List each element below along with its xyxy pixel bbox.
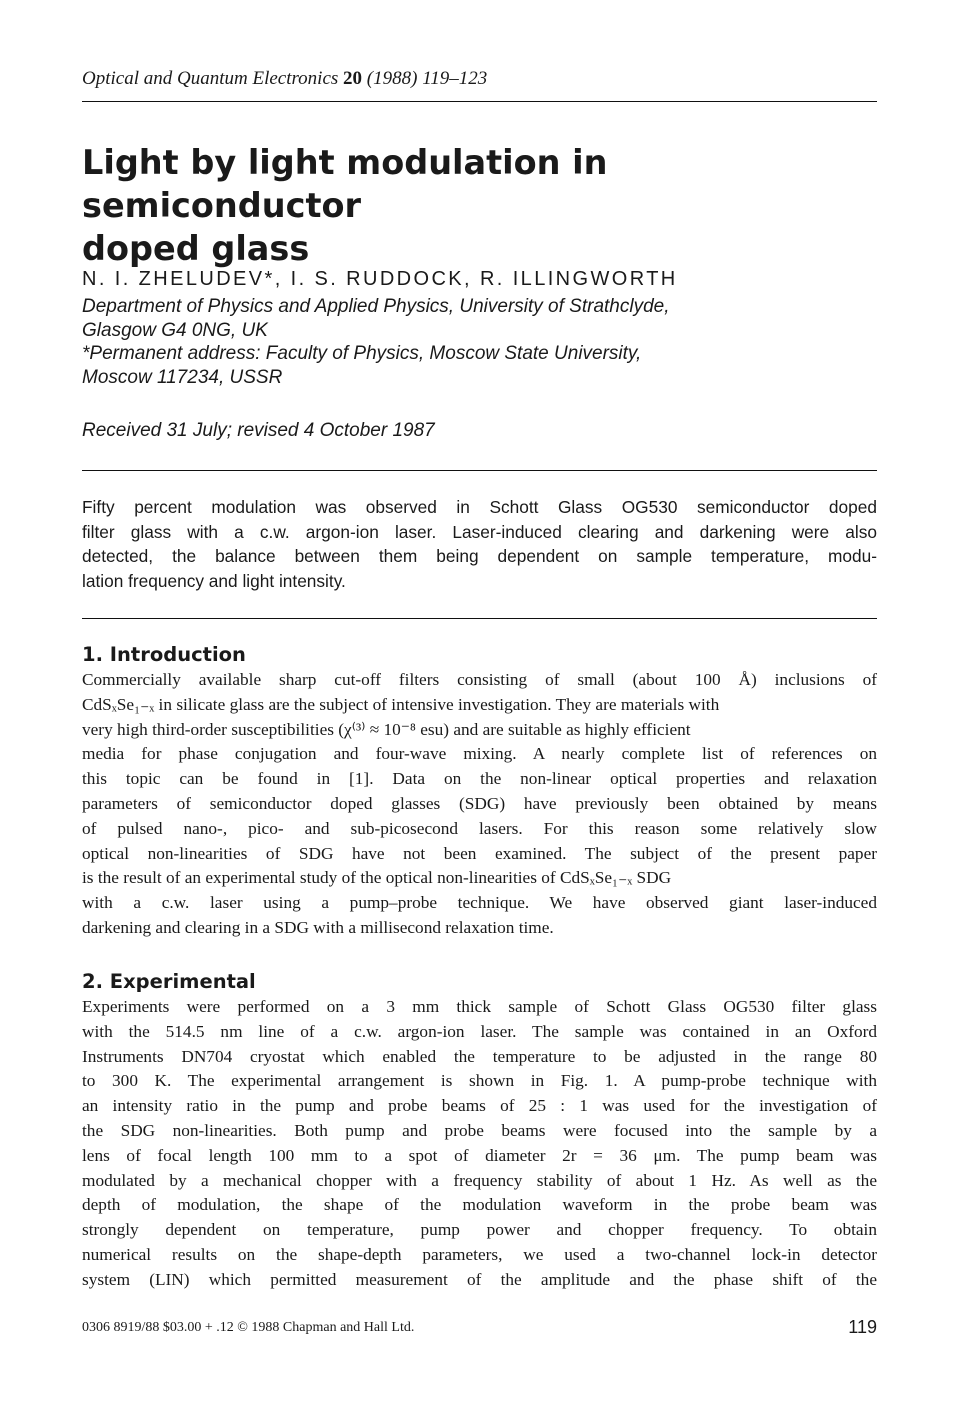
affiliation-line: *Permanent address: Faculty of Physics, Moscow State University, xyxy=(82,343,642,364)
affiliation-line: Glasgow G4 0NG, UK xyxy=(82,319,268,341)
body-line: numerical results on the shape-depth parameters, we used a two-channel lock-in detector xyxy=(82,1244,877,1264)
body-line: depth of modulation, the shape of the modulation waveform in the probe beam was xyxy=(82,1195,877,1215)
body-line: CdSₓSe₁₋ₓ in silicate glass are the subject of intensive investigation. They are materials with xyxy=(82,694,720,714)
abstract-top-rule xyxy=(82,470,877,471)
abstract-line: Fifty percent modulation was observed in Schott Glass OG530 semiconductor doped xyxy=(82,497,877,517)
body-line: with a c.w. laser using a pump–probe technique. We have observed giant laser-induced xyxy=(82,893,877,913)
title-line: Light by light modulation in semiconductor xyxy=(82,143,608,225)
affiliation xyxy=(82,295,670,389)
body-line: of pulsed nano-, pico- and sub-picosecond lasers. For this reason some relatively slow xyxy=(82,818,877,838)
body-line: optical non-linearities of SDG have not been examined. The subject of the present paper xyxy=(82,843,877,863)
body-line: the SDG non-linearities. Both pump and probe beams were focused into the sample by a xyxy=(82,1120,877,1140)
body-line: very high third-order susceptibilities (χ⁽³⁾ ≈ 10⁻⁸ esu) and are suitable as highly efficient xyxy=(82,719,691,739)
received-date: Received 31 July; revised 4 October 1987 xyxy=(82,420,435,441)
body-line: an intensity ratio in the pump and probe beams of 25 : 1 was used for the investigation of xyxy=(82,1096,877,1116)
section-heading-introduction: 1. Introduction xyxy=(82,643,246,666)
abstract-bottom-rule xyxy=(82,618,877,619)
abstract xyxy=(82,495,877,594)
body-line: system (LIN) which permitted measurement of the amplitude and the phase shift of the xyxy=(82,1269,877,1289)
section-heading-experimental: 2. Experimental xyxy=(82,970,256,993)
body-line: darkening and clearing in a SDG with a millisecond relaxation time. xyxy=(82,917,554,937)
journal-header xyxy=(82,68,487,90)
paper-page xyxy=(82,0,877,1409)
body-line: strongly dependent on temperature, pump power and chopper frequency. To obtain xyxy=(82,1220,877,1240)
body-line: is the result of an experimental study of the optical non-linearities of CdSₓSe₁₋ₓ SDG xyxy=(82,868,672,888)
header-rule xyxy=(82,101,877,102)
affiliation-line: Department of Physics and Applied Physics, University of Strathclyde, xyxy=(82,296,670,317)
abstract-line: detected, the balance between them being dependent on sample temperature, modu- xyxy=(82,546,877,567)
body-line: Instruments DN704 cryostat which enabled the temperature to be adjusted in the range 80 xyxy=(82,1046,877,1066)
paper-title xyxy=(82,141,877,270)
introduction-body xyxy=(82,668,877,941)
body-line: media for phase conjugation and four-wave mixing. A nearly complete list of references on xyxy=(82,744,877,764)
body-line: with the 514.5 nm line of a c.w. argon-ion laser. The sample was contained in an Oxford xyxy=(82,1021,877,1041)
author-list: N. I. ZHELUDEV*, I. S. RUDDOCK, R. ILLINGWORTH xyxy=(82,268,678,290)
journal-volume: 20 xyxy=(343,68,363,89)
page-number: 119 xyxy=(848,1317,877,1337)
abstract-line: lation frequency and light intensity. xyxy=(82,571,346,592)
affiliation-line: Moscow 117234, USSR xyxy=(82,366,283,388)
abstract-line: filter glass with a c.w. argon-ion laser. Laser-induced clearing and darkening were also xyxy=(82,521,877,542)
body-line: lens of focal length 100 mm to a spot of diameter 2r = 36 μm. The pump beam was xyxy=(82,1145,877,1165)
experimental-body xyxy=(82,995,877,1293)
body-line: modulated by a mechanical chopper with a frequency stability of about 1 Hz. As well as the xyxy=(82,1170,877,1190)
body-line: parameters of semiconductor doped glasses (SDG) have previously been obtained by means xyxy=(82,793,877,813)
journal-name: Optical and Quantum Electronics xyxy=(82,68,339,89)
journal-year-pages: (1988) 119–123 xyxy=(366,68,488,89)
body-line: to 300 K. The experimental arrangement is shown in Fig. 1. A pump-probe technique with xyxy=(82,1071,877,1091)
body-line: Experiments were performed on a 3 mm thick sample of Schott Glass OG530 filter glass xyxy=(82,997,877,1016)
title-line: doped glass xyxy=(82,229,310,268)
body-line: Commercially available sharp cut-off filters consisting of small (about 100 Å) inclusions of xyxy=(82,670,877,689)
copyright-line: 0306 8919/88 $03.00 + .12 © 1988 Chapman and Hall Ltd. xyxy=(82,1320,415,1335)
body-line: this topic can be found in [1]. Data on the non-linear optical properties and relaxation xyxy=(82,769,877,789)
